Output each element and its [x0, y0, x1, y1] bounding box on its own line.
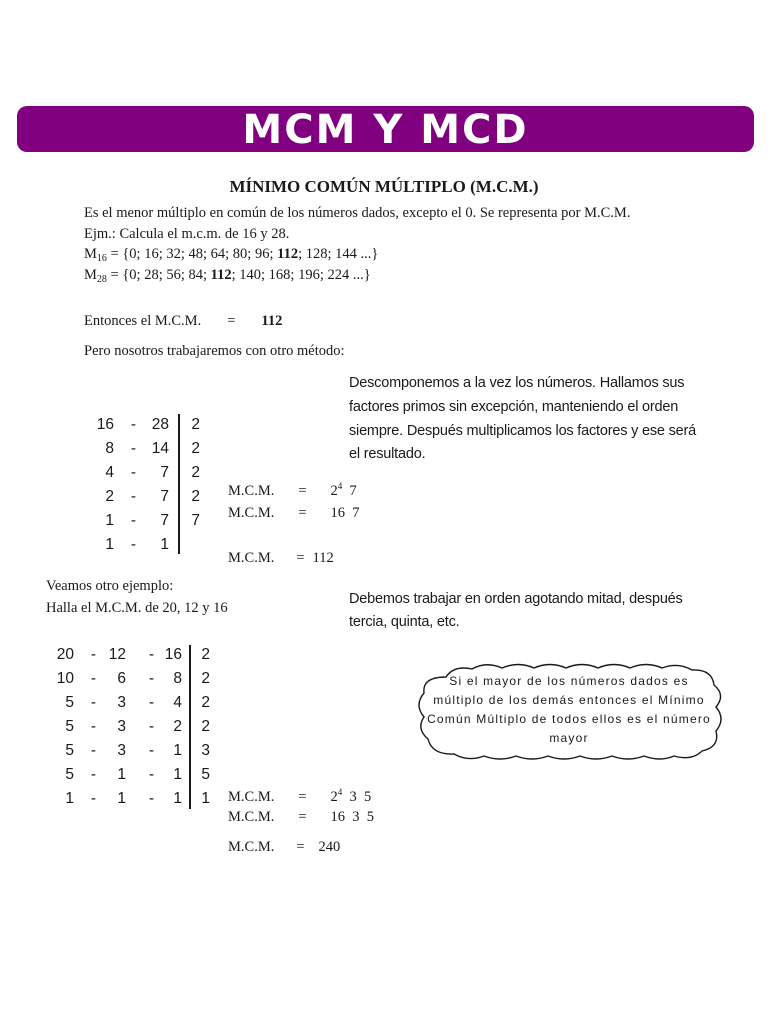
table-divider — [178, 414, 180, 554]
explanation-line: siempre. Después multiplicamos los factores y ese será — [349, 423, 697, 439]
note-cloud-text: Si el mayor de los números dados es múltiplo de los demás entonces el Mínimo Común Múltiplo de todos ellos es el número mayor — [427, 674, 711, 745]
title-banner — [17, 106, 754, 152]
result-final: M.C.M. = 112 — [228, 550, 334, 566]
example2-task: Halla el M.C.M. de 20, 12 y 16 — [46, 600, 228, 616]
result-line: M.C.M. = $2^4$ 7 — [228, 481, 357, 499]
result-line: M.C.M. = $2^4$ 3 5 — [228, 787, 372, 805]
multiples-of-28: $M_{28} = \{0$; 28; 56; 84; 112; 140; 168; 196; 224 ...} — [84, 267, 371, 285]
table-divider — [189, 645, 191, 809]
explanation-line: factores primos sin excepción, manteniendo el orden — [349, 399, 679, 415]
explanation-line: Descomponemos a la vez los números. Hallamos sus — [349, 375, 685, 391]
example-label: Ejm.: Calcula el m.c.m. de 16 y 28. — [84, 226, 290, 242]
section-title: MÍNIMO COMÚN MÚLTIPLO (M.C.M.) — [229, 177, 539, 196]
result-line: M.C.M. = 16 7 — [228, 505, 360, 521]
result-line: M.C.M. = 16 3 5 — [228, 809, 375, 825]
explanation-line: el resultado. — [349, 446, 426, 462]
page-title: MCM Y MCD — [242, 107, 529, 153]
result-final: M.C.M. = 240 — [228, 839, 341, 855]
multiples-of-16: $M_{16} = \{0$; 16; 32; 48; 64; 80; 96; 112; 128; 144 ...} — [84, 246, 379, 264]
explanation-line: tercia, quinta, etc. — [349, 614, 460, 630]
method-intro: Pero nosotros trabajaremos con otro método: — [84, 343, 345, 359]
conclusion-line: Entonces el M.C.M. = 112 — [84, 313, 283, 329]
explanation-line: Debemos trabajar en orden agotando mitad, después — [349, 591, 683, 607]
definition-text: Es el menor múltiplo en común de los números dados, excepto el 0. Se representa por M.C.M. — [84, 205, 631, 221]
example2-intro: Veamos otro ejemplo: — [46, 578, 174, 594]
